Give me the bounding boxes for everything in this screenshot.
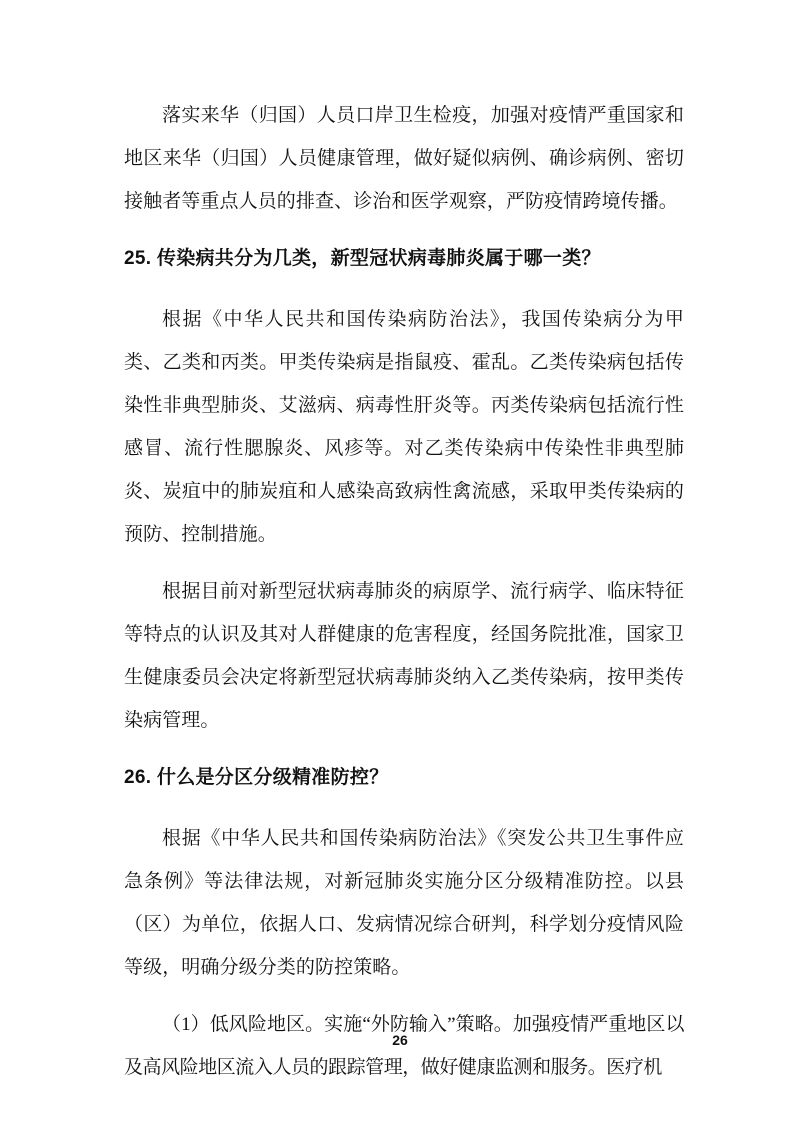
document-body <box>124 94 684 1103</box>
question-25-heading: 25. 传染病共分为几类，新型冠状病毒肺炎属于哪一类？ <box>124 248 601 269</box>
question-26-heading: 26. 什么是分区分级精准防控？ <box>124 767 389 788</box>
q25-answer-paragraph-2: 根据目前对新型冠状病毒肺炎的病原学、流行病学、临床特征等特点的认识及其对人群健康的危害程度，经国务院批准，国家卫生健康委员会决定将新型冠状病毒肺炎纳入乙类传染病，按甲类传染病管理。 <box>124 581 684 731</box>
page-number: 26 <box>392 1032 408 1048</box>
q26-answer-paragraph-2: （1）低风险地区。实施“外防输入”策略。加强疫情严重地区以及高风险地区流入人员的跟踪管理，做好健康监测和服务。医疗机 <box>124 1014 684 1078</box>
q25-answer-paragraph-1: 根据《中华人民共和国传染病防治法》，我国传染病分为甲类、乙类和丙类。甲类传染病是指鼠疫、霍乱。乙类传染病包括传染性非典型肺炎、艾滋病、病毒性肝炎等。丙类传染病包括流行性感冒、流行性腮腺炎、风疹等。对乙类传染病中传染性非典型肺炎、炭疽中的肺炭疽和人感染高致病性禽流感，采取甲类传染病的预防、控制措施。 <box>124 309 684 545</box>
q26-answer-paragraph-1: 根据《中华人民共和国传染病防治法》《突发公共卫生事件应急条例》等法律法规，对新冠肺炎实施分区分级精准防控。以县（区）为单位，依据人口、发病情况综合研判，科学划分疫情风险等级，明确分级分类的防控策略。 <box>124 828 684 978</box>
intro-paragraph-continuation: 落实来华（归国）人员口岸卫生检疫，加强对疫情严重国家和地区来华（归国）人员健康管理，做好疑似病例、确诊病例、密切接触者等重点人员的排查、诊治和医学观察，严防疫情跨境传播。 <box>124 105 684 212</box>
